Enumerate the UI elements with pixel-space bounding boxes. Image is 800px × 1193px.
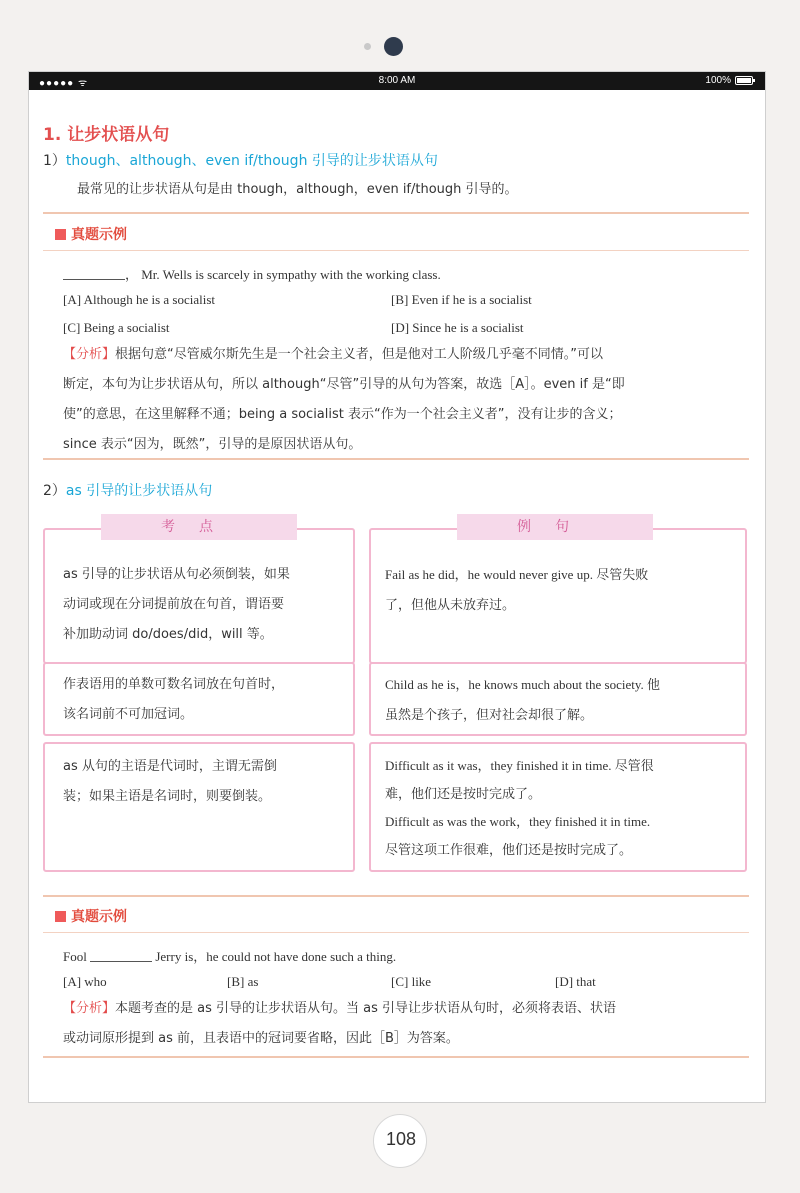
column-head-points: 考点 <box>101 514 297 540</box>
page-number-badge <box>373 1114 427 1168</box>
example-text-3 <box>385 752 735 864</box>
example-2-question <box>63 946 396 965</box>
status-bar <box>29 72 765 90</box>
example-line: Child as he is，he knows much about the society. 他 <box>385 677 661 692</box>
analysis-line: 使”的意思，在这里解释不通；being a socialist 表示“作为一个社会主义者”，没有让步的含义； <box>63 407 622 422</box>
point-line: 该名词前不可加冠词。 <box>63 707 194 722</box>
point-line: 作表语用的单数可数名词放在句首时， <box>63 677 285 692</box>
analysis-line: since 表示“因为，既然”，引导的是原因状语从句。 <box>63 437 362 452</box>
analysis-text: 根据句意“尽管威尔斯先生是一个社会主义者，但是他对工人阶级几乎毫不同情。”可以 <box>115 347 603 362</box>
example-2-heading <box>55 906 127 926</box>
option-b: [B] as <box>227 974 259 989</box>
subsection-2-text: as 引导的让步状语从句 <box>65 483 213 499</box>
example-2-question-end: Jerry is，he could not have done such a thing. <box>155 949 397 964</box>
example-box-3 <box>369 742 747 872</box>
example-2-question-start: Fool <box>63 949 87 964</box>
square-bullet-icon <box>55 911 66 922</box>
example-line: 了，但他从未放弃过。 <box>385 597 516 612</box>
analysis-tag: 【分析】 <box>63 347 116 362</box>
subsection-2-title <box>43 480 212 500</box>
example-text-1 <box>385 560 735 620</box>
example-line: Difficult as was the work，they finished it in time. <box>385 814 651 829</box>
subsection-1-title <box>43 150 438 170</box>
divider <box>43 932 749 933</box>
example-line: 尽管这项工作很难，他们还是按时完成了。 <box>385 842 633 857</box>
example-1-heading <box>55 224 127 244</box>
point-box-2 <box>43 662 355 736</box>
example-line: Difficult as it was，they finished it in time. 尽管很 <box>385 758 654 773</box>
example-line: 虽然是个孩子，但对社会却很了解。 <box>385 707 594 722</box>
signal-wifi-icon: ●●●●● ᯤ <box>39 78 89 89</box>
example-box-1 <box>369 528 747 664</box>
example-1-title: 真题示例 <box>71 227 127 243</box>
point-line: 动词或现在分词提前放在句首，谓语要 <box>63 597 285 612</box>
point-line: as 引导的让步状语从句必须倒装，如果 <box>63 567 290 582</box>
point-text-3 <box>63 752 343 812</box>
battery-fill <box>737 78 751 83</box>
tablet-screen <box>28 71 766 1103</box>
battery-percent: 100% <box>705 75 731 86</box>
option-c: [C] like <box>391 974 432 989</box>
page-content <box>29 90 766 1103</box>
example-2-analysis <box>63 994 743 1054</box>
example-text-2 <box>385 670 735 730</box>
section-title: 1. 让步状语从句 <box>43 125 170 145</box>
divider <box>43 212 749 214</box>
column-head-examples: 例句 <box>457 514 653 540</box>
point-box-1 <box>43 528 355 664</box>
example-box-2 <box>369 662 747 736</box>
divider <box>43 458 749 460</box>
example-2-title: 真题示例 <box>71 909 127 925</box>
option-d: [D] that <box>555 974 596 989</box>
option-c: [C] Being a socialist <box>63 320 170 335</box>
example-1-question <box>63 264 441 283</box>
point-line: 补加助动词 do/does/did，will 等。 <box>63 627 273 642</box>
divider <box>43 1056 749 1058</box>
analysis-line: 或动词原形提到 as 前，且表语中的冠词要省略，因此［B］为答案。 <box>63 1031 459 1046</box>
answer-blank <box>90 950 152 962</box>
analysis-line <box>63 994 743 1024</box>
example-1-analysis <box>63 340 743 460</box>
analysis-tag: 【分析】 <box>63 1001 116 1016</box>
point-line: as 从句的主语是代词时，主谓无需倒 <box>63 759 277 774</box>
subsection-1-text: though、although、even if/though 引导的让步状语从句 <box>65 153 438 169</box>
light-sensor <box>364 43 371 50</box>
example-1-question-text: ， Mr. Wells is scarcely in sympathy with the working class. <box>125 267 441 282</box>
option-d: [D] Since he is a socialist <box>391 320 524 335</box>
divider <box>43 895 749 897</box>
analysis-line: 断定，本句为让步状语从句，所以 although“尽管”引导的从句为答案，故选［A］。even if 是“即 <box>63 377 625 392</box>
subsection-2-number: 2） <box>43 483 66 499</box>
subsection-1-number: 1） <box>43 153 66 169</box>
analysis-text: 本题考查的是 as 引导的让步状语从句。当 as 引导让步状语从句时，必须将表语、状语 <box>115 1001 617 1016</box>
page-number: 108 <box>385 1129 417 1149</box>
divider <box>43 250 749 251</box>
option-b: [B] Even if he is a socialist <box>391 292 532 307</box>
analysis-line <box>63 340 743 370</box>
device-camera-row <box>0 36 800 58</box>
example-line: 难，他们还是按时完成了。 <box>385 786 542 801</box>
square-bullet-icon <box>55 229 66 240</box>
point-text-1 <box>63 560 343 650</box>
answer-blank <box>63 268 125 280</box>
point-box-3 <box>43 742 355 872</box>
status-time: 8:00 AM <box>378 75 416 86</box>
front-camera-icon <box>384 37 403 56</box>
point-text-2 <box>63 670 343 730</box>
option-a: [A] Although he is a socialist <box>63 292 216 307</box>
option-a: [A] who <box>63 974 107 989</box>
point-line: 装；如果主语是名词时，则要倒装。 <box>63 789 272 804</box>
example-line: Fail as he did，he would never give up. 尽管失败 <box>385 567 649 582</box>
battery-icon <box>735 76 753 85</box>
page-footer <box>0 1110 800 1170</box>
subsection-1-lead: 最常见的让步状语从句是由 though，although，even if/though 引导的。 <box>77 182 518 197</box>
